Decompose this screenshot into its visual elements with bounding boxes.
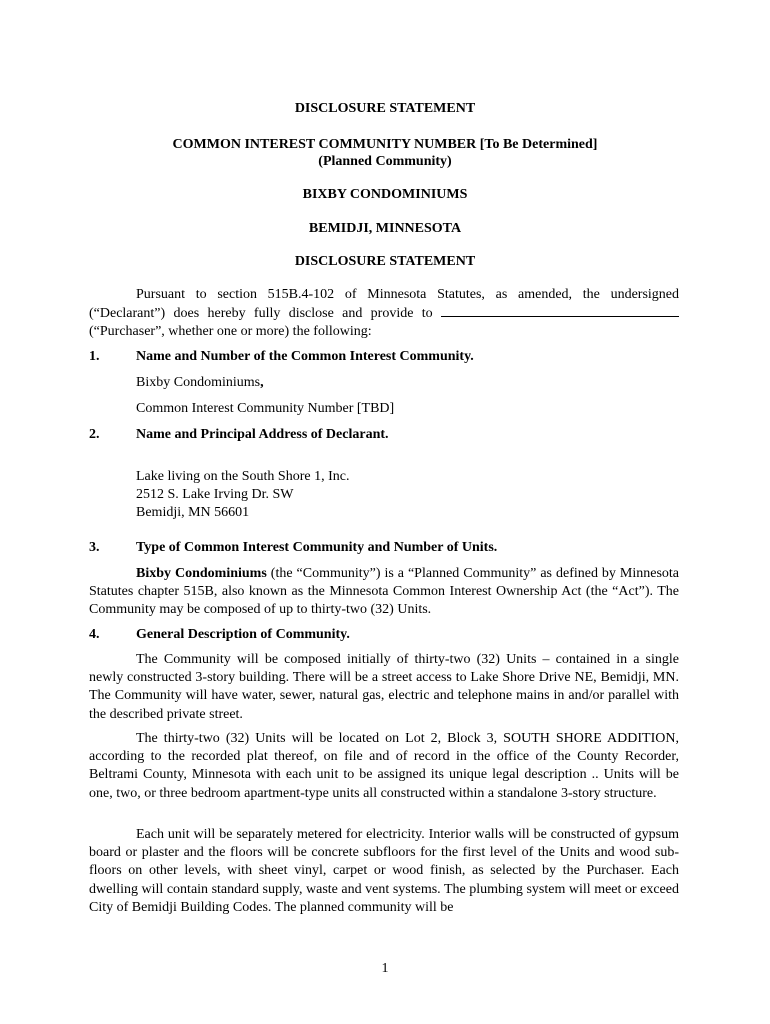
section-4-number: 4. <box>89 627 100 642</box>
declarant-name: Lake living on the South Shore 1, Inc. <box>136 469 350 484</box>
community-name-text: Bixby Condominiums <box>136 375 261 390</box>
disclosure-heading: DISCLOSURE STATEMENT <box>294 254 476 269</box>
cic-number-heading: COMMON INTEREST COMMUNITY NUMBER [To Be Determined] <box>172 137 598 152</box>
document-title: DISCLOSURE STATEMENT <box>294 101 476 116</box>
section-2-number: 2. <box>89 427 100 442</box>
section-4-paragraph-3 <box>89 826 679 917</box>
intro-paragraph <box>89 286 679 342</box>
page-number: 1 <box>381 961 389 976</box>
location-heading: BEMIDJI, MINNESOTA <box>308 221 462 236</box>
section-4-heading: General Description of Community. <box>136 627 350 642</box>
section-1-cic-number: Common Interest Community Number [TBD] <box>136 401 395 416</box>
section-4-paragraph-3-text: Each unit will be separately metered for electricity. Interior walls will be constructed of gypsum board or plaster and the floors will be concrete subfloors for the first level of the Units and wood sub-floors on other levels, with sheet vinyl, carpet or wood finish, as selected by the Purchaser. Each dwelling will contain standard supply, waste and vent systems. The plumbing system will meet or exceed City of Bemidji Building Codes. The planned community will be <box>89 827 679 915</box>
community-name-comma: , <box>260 375 264 390</box>
section-4-paragraph-1 <box>89 651 679 724</box>
section-3-number: 3. <box>89 540 100 555</box>
intro-text-continued: (“Purchaser”, whether one or more) the following: <box>89 324 372 340</box>
section-1-heading: Name and Number of the Common Interest Community. <box>136 349 474 364</box>
section-4-paragraph-2 <box>89 730 679 803</box>
intro-text: Pursuant to section 515B.4-102 of Minnesota Statutes, as amended, the undersigned (“Declarant”) does hereby fully disclose and provide to <box>89 287 679 322</box>
declarant-city: Bemidji, MN 56601 <box>136 505 250 520</box>
declarant-street: 2512 S. Lake Irving Dr. SW <box>136 487 294 502</box>
section-3-text: (the “Community”) is a “Planned Community” as defined by Minnesota Statutes chapter 515B, also known as the Minnesota Common Interest Ownership Act (the “Act”). The Community may be composed of up to thirty-two (32) Units. <box>89 566 680 618</box>
section-3-heading: Type of Common Interest Community and Number of Units. <box>136 540 498 555</box>
section-3-paragraph <box>89 565 679 620</box>
community-name-heading: BIXBY CONDOMINIUMS <box>302 187 468 202</box>
section-4-paragraph-1-text: The Community will be composed initially of thirty-two (32) Units – contained in a single newly constructed 3-story building. There will be a street access to Lake Shore Drive NE, Bemidji, MN. The Community will have water, sewer, natural gas, electric and telephone mains in and/or parallel with the described private street. <box>89 652 679 722</box>
section-2-heading: Name and Principal Address of Declarant. <box>136 427 389 442</box>
purchaser-blank-line <box>441 304 679 317</box>
section-1-number: 1. <box>89 349 100 364</box>
community-name-bold: Bixby Condominiums <box>136 566 267 581</box>
community-type-heading: (Planned Community) <box>318 154 452 169</box>
section-4-paragraph-2-text: The thirty-two (32) Units will be located on Lot 2, Block 3, SOUTH SHORE ADDITION, according to the recorded plat thereof, on file and of record in the office of the County Recorder, Beltrami County, Minnesota with each unit to be assigned its unique legal description .. Units will be one, two, or three bedroom apartment-type units all constructed within a standalone 3-story structure. <box>89 731 679 801</box>
section-1-community-name <box>136 374 264 391</box>
